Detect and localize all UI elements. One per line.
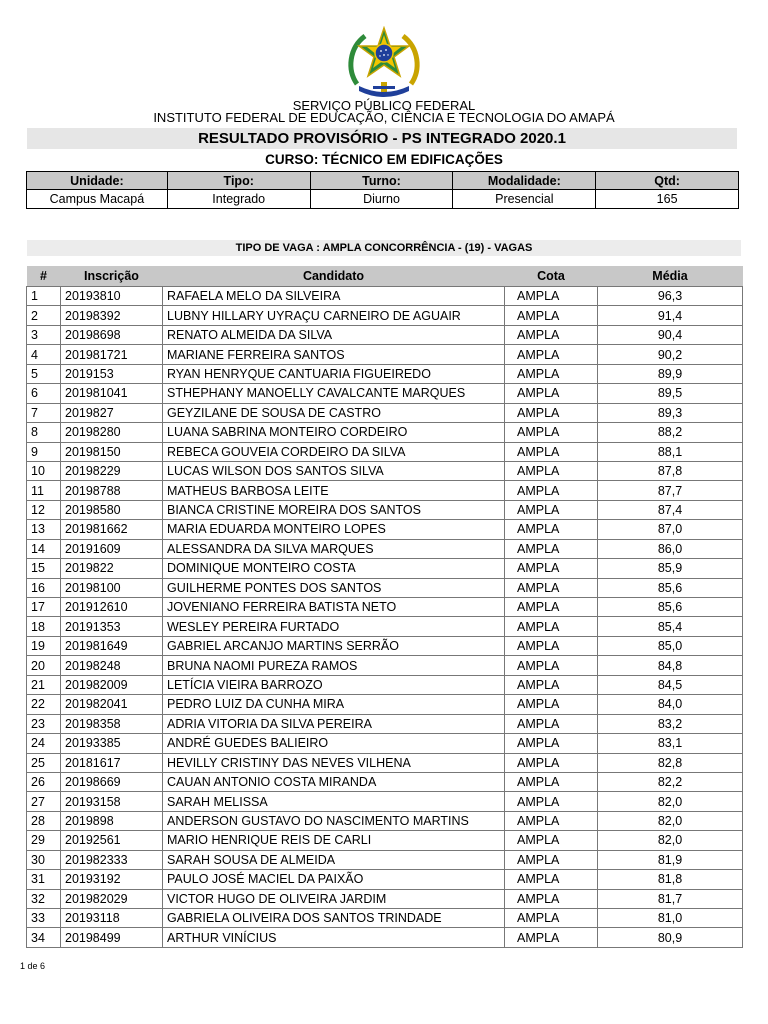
- media-cell: 88,2: [598, 423, 743, 442]
- course-title: CURSO: TÉCNICO EM EDIFICAÇÕES: [265, 152, 503, 167]
- info-table: [26, 171, 739, 209]
- table-row: [27, 889, 743, 908]
- cota-cell: AMPLA: [505, 792, 598, 811]
- media-cell: 82,0: [598, 811, 743, 830]
- candidato-cell: WESLEY PEREIRA FURTADO: [163, 617, 505, 636]
- rank-cell: 7: [27, 403, 61, 422]
- media-cell: 82,0: [598, 792, 743, 811]
- candidato-cell: CAUAN ANTONIO COSTA MIRANDA: [163, 772, 505, 791]
- cota-cell: AMPLA: [505, 500, 598, 519]
- cota-cell: AMPLA: [505, 909, 598, 928]
- cota-cell: AMPLA: [505, 831, 598, 850]
- media-cell: 83,1: [598, 734, 743, 753]
- candidato-cell: ANDERSON GUSTAVO DO NASCIMENTO MARTINS: [163, 811, 505, 830]
- results-header-rank: #: [27, 266, 61, 287]
- table-row: [27, 559, 743, 578]
- inscricao-cell: 20193810: [61, 287, 163, 306]
- cota-cell: AMPLA: [505, 617, 598, 636]
- candidato-cell: RAFAELA MELO DA SILVEIRA: [163, 287, 505, 306]
- media-cell: 85,0: [598, 636, 743, 655]
- table-row: [27, 481, 743, 500]
- rank-cell: 8: [27, 423, 61, 442]
- inscricao-cell: 20198100: [61, 578, 163, 597]
- vaga-type-title: TIPO DE VAGA : AMPLA CONCORRÊNCIA - (19) - VAGAS: [27, 240, 741, 256]
- rank-cell: 18: [27, 617, 61, 636]
- inscricao-cell: 20198669: [61, 772, 163, 791]
- rank-cell: 17: [27, 598, 61, 617]
- rank-cell: 32: [27, 889, 61, 908]
- inscricao-cell: 201982333: [61, 850, 163, 869]
- candidato-cell: BIANCA CRISTINE MOREIRA DOS SANTOS: [163, 500, 505, 519]
- candidato-cell: DOMINIQUE MONTEIRO COSTA: [163, 559, 505, 578]
- rank-cell: 15: [27, 559, 61, 578]
- table-row: [27, 811, 743, 830]
- table-row: [27, 345, 743, 364]
- rank-cell: 5: [27, 364, 61, 383]
- info-header-qtd: Qtd:: [596, 172, 739, 190]
- media-cell: 80,9: [598, 928, 743, 947]
- candidato-cell: MARIO HENRIQUE REIS DE CARLI: [163, 831, 505, 850]
- cota-cell: AMPLA: [505, 598, 598, 617]
- inscricao-cell: 201982029: [61, 889, 163, 908]
- cota-cell: AMPLA: [505, 695, 598, 714]
- table-row: [27, 870, 743, 889]
- inscricao-cell: 20198358: [61, 714, 163, 733]
- table-row: [27, 306, 743, 325]
- candidato-cell: STHEPHANY MANOELLY CAVALCANTE MARQUES: [163, 384, 505, 403]
- candidato-cell: SARAH SOUSA DE ALMEIDA: [163, 850, 505, 869]
- rank-cell: 6: [27, 384, 61, 403]
- info-header-unidade: Unidade:: [27, 172, 168, 190]
- inscricao-cell: 20193192: [61, 870, 163, 889]
- inscricao-cell: 20192561: [61, 831, 163, 850]
- candidato-cell: MARIANE FERREIRA SANTOS: [163, 345, 505, 364]
- table-row: [27, 287, 743, 306]
- table-row: [27, 850, 743, 869]
- inscricao-cell: 2019827: [61, 403, 163, 422]
- cota-cell: AMPLA: [505, 481, 598, 500]
- table-row: [27, 442, 743, 461]
- inscricao-cell: 201912610: [61, 598, 163, 617]
- media-cell: 89,5: [598, 384, 743, 403]
- rank-cell: 25: [27, 753, 61, 772]
- inscricao-cell: 20193385: [61, 734, 163, 753]
- info-value-unidade: Campus Macapá: [27, 190, 168, 209]
- cota-cell: AMPLA: [505, 325, 598, 344]
- candidato-cell: BRUNA NAOMI PUREZA RAMOS: [163, 656, 505, 675]
- media-cell: 87,7: [598, 481, 743, 500]
- media-cell: 89,9: [598, 364, 743, 383]
- info-header-row: [27, 172, 739, 190]
- inscricao-cell: 201981662: [61, 520, 163, 539]
- media-cell: 81,7: [598, 889, 743, 908]
- cota-cell: AMPLA: [505, 559, 598, 578]
- media-cell: 82,0: [598, 831, 743, 850]
- cota-cell: AMPLA: [505, 850, 598, 869]
- candidato-cell: MARIA EDUARDA MONTEIRO LOPES: [163, 520, 505, 539]
- media-cell: 84,0: [598, 695, 743, 714]
- inscricao-cell: 201982041: [61, 695, 163, 714]
- inscricao-cell: 201981041: [61, 384, 163, 403]
- info-value-row: [27, 190, 739, 209]
- media-cell: 87,0: [598, 520, 743, 539]
- table-row: [27, 423, 743, 442]
- media-cell: 89,3: [598, 403, 743, 422]
- cota-cell: AMPLA: [505, 345, 598, 364]
- table-row: [27, 734, 743, 753]
- table-row: [27, 520, 743, 539]
- media-cell: 82,8: [598, 753, 743, 772]
- candidato-cell: LUBNY HILLARY UYRAÇU CARNEIRO DE AGUAIR: [163, 306, 505, 325]
- candidato-cell: VICTOR HUGO DE OLIVEIRA JARDIM: [163, 889, 505, 908]
- cota-cell: AMPLA: [505, 656, 598, 675]
- inscricao-cell: 20198248: [61, 656, 163, 675]
- inscricao-cell: 20198392: [61, 306, 163, 325]
- results-header-inscricao: Inscrição: [61, 266, 163, 287]
- cota-cell: AMPLA: [505, 403, 598, 422]
- table-row: [27, 831, 743, 850]
- candidato-cell: GABRIEL ARCANJO MARTINS SERRÃO: [163, 636, 505, 655]
- rank-cell: 28: [27, 811, 61, 830]
- media-cell: 85,6: [598, 578, 743, 597]
- cota-cell: AMPLA: [505, 423, 598, 442]
- table-row: [27, 384, 743, 403]
- cota-cell: AMPLA: [505, 520, 598, 539]
- inscricao-cell: 20198280: [61, 423, 163, 442]
- table-row: [27, 928, 743, 947]
- table-row: [27, 539, 743, 558]
- media-cell: 85,4: [598, 617, 743, 636]
- candidato-cell: ALESSANDRA DA SILVA MARQUES: [163, 539, 505, 558]
- rank-cell: 11: [27, 481, 61, 500]
- brazil-coat-of-arms-icon: [343, 26, 425, 102]
- rank-cell: 24: [27, 734, 61, 753]
- header-line-2: INSTITUTO FEDERAL DE EDUCAÇÃO, CIÊNCIA E TECNOLOGIA DO AMAPÁ: [153, 110, 615, 125]
- cota-cell: AMPLA: [505, 734, 598, 753]
- cota-cell: AMPLA: [505, 636, 598, 655]
- results-header-media: Média: [598, 266, 743, 287]
- media-cell: 84,8: [598, 656, 743, 675]
- media-cell: 85,9: [598, 559, 743, 578]
- media-cell: 81,0: [598, 909, 743, 928]
- rank-cell: 4: [27, 345, 61, 364]
- cota-cell: AMPLA: [505, 461, 598, 480]
- inscricao-cell: 20198698: [61, 325, 163, 344]
- inscricao-cell: 201981721: [61, 345, 163, 364]
- rank-cell: 14: [27, 539, 61, 558]
- info-value-modalidade: Presencial: [453, 190, 596, 209]
- inscricao-cell: 20191353: [61, 617, 163, 636]
- candidato-cell: HEVILLY CRISTINY DAS NEVES VILHENA: [163, 753, 505, 772]
- table-row: [27, 364, 743, 383]
- candidato-cell: LETÍCIA VIEIRA BARROZO: [163, 675, 505, 694]
- rank-cell: 34: [27, 928, 61, 947]
- rank-cell: 31: [27, 870, 61, 889]
- candidato-cell: LUANA SABRINA MONTEIRO CORDEIRO: [163, 423, 505, 442]
- candidato-cell: SARAH MELISSA: [163, 792, 505, 811]
- inscricao-cell: 20193158: [61, 792, 163, 811]
- results-header-candidato: Candidato: [163, 266, 505, 287]
- rank-cell: 27: [27, 792, 61, 811]
- candidato-cell: JOVENIANO FERREIRA BATISTA NETO: [163, 598, 505, 617]
- media-cell: 96,3: [598, 287, 743, 306]
- cota-cell: AMPLA: [505, 870, 598, 889]
- candidato-cell: GUILHERME PONTES DOS SANTOS: [163, 578, 505, 597]
- media-cell: 90,4: [598, 325, 743, 344]
- rank-cell: 33: [27, 909, 61, 928]
- table-row: [27, 636, 743, 655]
- header-line-1: SERVIÇO PÚBLICO FEDERAL: [292, 98, 476, 113]
- info-header-tipo: Tipo:: [167, 172, 310, 190]
- cota-cell: AMPLA: [505, 442, 598, 461]
- info-header-modalidade: Modalidade:: [453, 172, 596, 190]
- rank-cell: 9: [27, 442, 61, 461]
- media-cell: 81,8: [598, 870, 743, 889]
- table-row: [27, 772, 743, 791]
- results-header-row: [27, 266, 743, 287]
- candidato-cell: LUCAS WILSON DOS SANTOS SILVA: [163, 461, 505, 480]
- media-cell: 85,6: [598, 598, 743, 617]
- cota-cell: AMPLA: [505, 287, 598, 306]
- media-cell: 81,9: [598, 850, 743, 869]
- cota-cell: AMPLA: [505, 811, 598, 830]
- candidato-cell: REBECA GOUVEIA CORDEIRO DA SILVA: [163, 442, 505, 461]
- table-row: [27, 500, 743, 519]
- results-header-cota: Cota: [505, 266, 598, 287]
- rank-cell: 21: [27, 675, 61, 694]
- candidato-cell: RYAN HENRYQUE CANTUARIA FIGUEIREDO: [163, 364, 505, 383]
- cota-cell: AMPLA: [505, 539, 598, 558]
- media-cell: 83,2: [598, 714, 743, 733]
- rank-cell: 20: [27, 656, 61, 675]
- candidato-cell: ADRIA VITORIA DA SILVA PEREIRA: [163, 714, 505, 733]
- table-row: [27, 909, 743, 928]
- results-body: [27, 287, 743, 948]
- rank-cell: 13: [27, 520, 61, 539]
- rank-cell: 23: [27, 714, 61, 733]
- table-row: [27, 753, 743, 772]
- table-row: [27, 403, 743, 422]
- inscricao-cell: 2019898: [61, 811, 163, 830]
- cota-cell: AMPLA: [505, 364, 598, 383]
- candidato-cell: RENATO ALMEIDA DA SILVA: [163, 325, 505, 344]
- info-value-turno: Diurno: [310, 190, 453, 209]
- cota-cell: AMPLA: [505, 928, 598, 947]
- candidato-cell: ANDRÉ GUEDES BALIEIRO: [163, 734, 505, 753]
- inscricao-cell: 20193118: [61, 909, 163, 928]
- rank-cell: 19: [27, 636, 61, 655]
- info-value-qtd: 165: [596, 190, 739, 209]
- inscricao-cell: 20181617: [61, 753, 163, 772]
- inscricao-cell: 2019153: [61, 364, 163, 383]
- info-value-tipo: Integrado: [167, 190, 310, 209]
- candidato-cell: MATHEUS BARBOSA LEITE: [163, 481, 505, 500]
- rank-cell: 1: [27, 287, 61, 306]
- media-cell: 91,4: [598, 306, 743, 325]
- page-number: 1 de 6: [20, 961, 46, 971]
- table-row: [27, 578, 743, 597]
- inscricao-cell: 201982009: [61, 675, 163, 694]
- table-row: [27, 792, 743, 811]
- cota-cell: AMPLA: [505, 714, 598, 733]
- rank-cell: 16: [27, 578, 61, 597]
- media-cell: 86,0: [598, 539, 743, 558]
- candidato-cell: GABRIELA OLIVEIRA DOS SANTOS TRINDADE: [163, 909, 505, 928]
- info-header-turno: Turno:: [310, 172, 453, 190]
- media-cell: 88,1: [598, 442, 743, 461]
- candidato-cell: PEDRO LUIZ DA CUNHA MIRA: [163, 695, 505, 714]
- cota-cell: AMPLA: [505, 772, 598, 791]
- candidato-cell: ARTHUR VINÍCIUS: [163, 928, 505, 947]
- table-row: [27, 714, 743, 733]
- rank-cell: 10: [27, 461, 61, 480]
- candidato-cell: GEYZILANE DE SOUSA DE CASTRO: [163, 403, 505, 422]
- rank-cell: 3: [27, 325, 61, 344]
- cota-cell: AMPLA: [505, 306, 598, 325]
- table-row: [27, 656, 743, 675]
- table-row: [27, 695, 743, 714]
- cota-cell: AMPLA: [505, 578, 598, 597]
- rank-cell: 30: [27, 850, 61, 869]
- table-row: [27, 675, 743, 694]
- inscricao-cell: 201981649: [61, 636, 163, 655]
- cota-cell: AMPLA: [505, 889, 598, 908]
- inscricao-cell: 20198150: [61, 442, 163, 461]
- media-cell: 87,4: [598, 500, 743, 519]
- inscricao-cell: 20198229: [61, 461, 163, 480]
- cota-cell: AMPLA: [505, 384, 598, 403]
- document-title: RESULTADO PROVISÓRIO - PS INTEGRADO 2020.1: [27, 128, 737, 149]
- rank-cell: 2: [27, 306, 61, 325]
- inscricao-cell: 20198499: [61, 928, 163, 947]
- media-cell: 90,2: [598, 345, 743, 364]
- rank-cell: 26: [27, 772, 61, 791]
- table-row: [27, 598, 743, 617]
- cota-cell: AMPLA: [505, 675, 598, 694]
- inscricao-cell: 2019822: [61, 559, 163, 578]
- rank-cell: 12: [27, 500, 61, 519]
- rank-cell: 29: [27, 831, 61, 850]
- results-table: [26, 266, 743, 948]
- media-cell: 87,8: [598, 461, 743, 480]
- media-cell: 82,2: [598, 772, 743, 791]
- table-row: [27, 461, 743, 480]
- table-row: [27, 325, 743, 344]
- table-row: [27, 617, 743, 636]
- inscricao-cell: 20198580: [61, 500, 163, 519]
- cota-cell: AMPLA: [505, 753, 598, 772]
- candidato-cell: PAULO JOSÉ MACIEL DA PAIXÃO: [163, 870, 505, 889]
- media-cell: 84,5: [598, 675, 743, 694]
- rank-cell: 22: [27, 695, 61, 714]
- inscricao-cell: 20191609: [61, 539, 163, 558]
- inscricao-cell: 20198788: [61, 481, 163, 500]
